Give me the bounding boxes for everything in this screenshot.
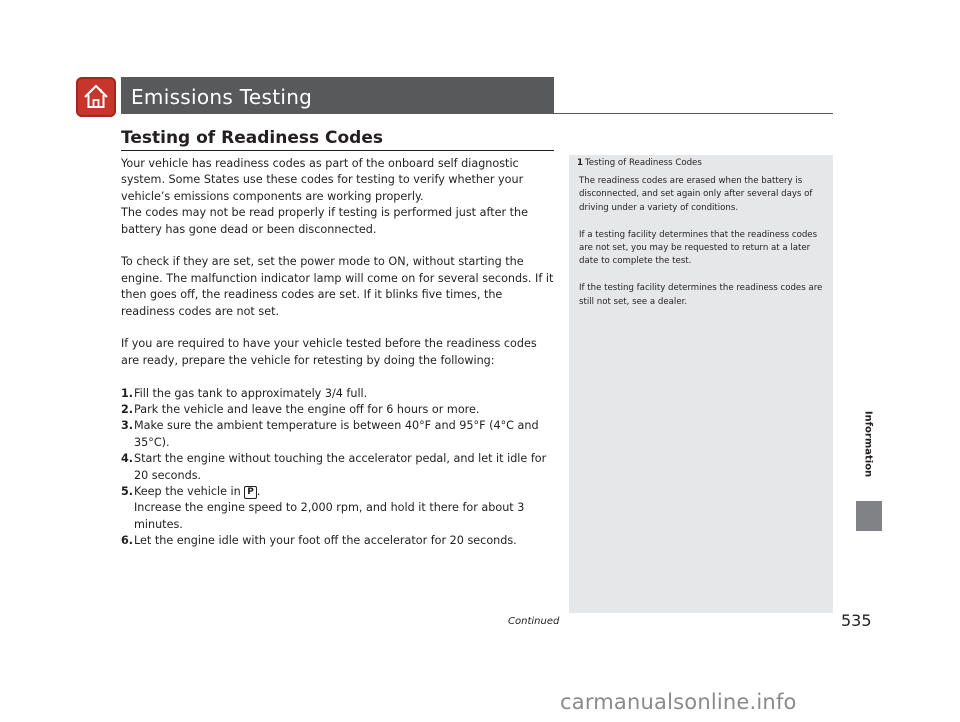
- step-text-line2: Increase the engine speed to 2,000 rpm, and hold it there for about 3 minutes.: [134, 501, 525, 531]
- section-rule: [121, 150, 554, 151]
- step-text: Keep the vehicle in: [134, 485, 241, 499]
- sidenote-heading: [577, 158, 702, 168]
- steps-list: [121, 386, 556, 550]
- sidenote-paragraph: The readiness codes are erased when the battery is disconnected, and set again only after several days of driving under a variety of conditions.: [579, 176, 813, 213]
- park-gear-icon: P: [244, 486, 257, 499]
- step-item: [121, 386, 556, 402]
- watermark: carmanualsonline.info: [560, 690, 797, 714]
- paragraph: Your vehicle has readiness codes as part of the onboard self diagnostic system. Some States use these codes for testing to verify whether your vehicle’s emissions components are working properly.: [121, 157, 524, 203]
- step-item: [121, 402, 556, 418]
- paragraph: If you are required to have your vehicle tested before the readiness codes are ready, prepare the vehicle for retesting by doing the following:: [121, 337, 537, 367]
- paragraph: To check if they are set, set the power mode to ON, without starting the engine. The malfunction indicator lamp will come on for several seconds. If it then goes off, the readiness codes are set. If it blinks five times, the readiness codes are not set.: [121, 255, 554, 318]
- body-text: [121, 156, 556, 550]
- step-number: 5.: [121, 485, 134, 499]
- sidenote-paragraph: If a testing facility determines that the readiness codes are not set, you may be requested to return at a later date to complete the test.: [579, 229, 818, 267]
- step-number: 4.: [121, 452, 134, 466]
- step-item: [121, 484, 556, 533]
- sidenote-panel: [569, 155, 833, 613]
- sidenote-title: Testing of Readiness Codes: [584, 158, 702, 168]
- chapter-banner: [121, 77, 554, 114]
- step-text: Start the engine without touching the accelerator pedal, and let it idle for 20 seconds.: [134, 452, 547, 482]
- paragraph: The codes may not be read properly if testing is performed just after the battery has gone dead or been disconnected.: [121, 206, 528, 236]
- chapter-title: Emissions Testing: [131, 85, 313, 109]
- side-tab-label[interactable]: Information: [862, 410, 874, 478]
- step-text: Park the vehicle and leave the engine off for 6 hours or more.: [134, 403, 480, 417]
- step-text-end: .: [256, 485, 261, 499]
- page-number: 535: [841, 611, 872, 630]
- step-text: Fill the gas tank to approximately 3/4 full.: [134, 386, 368, 400]
- sidenote-body: [579, 175, 825, 322]
- step-number: 3.: [121, 419, 134, 433]
- banner-rule: [554, 113, 833, 114]
- side-tab-marker: [856, 501, 882, 531]
- step-number: 1.: [121, 386, 134, 400]
- step-item: [121, 533, 556, 549]
- step-text: Make sure the ambient temperature is between 40°F and 95°F (4°C and 35°C).: [134, 419, 539, 449]
- step-number: 6.: [121, 534, 134, 548]
- step-item: [121, 451, 556, 484]
- section-title: Testing of Readiness Codes: [121, 128, 383, 148]
- step-number: 2.: [121, 403, 134, 417]
- step-text: Let the engine idle with your foot off the accelerator for 20 seconds.: [134, 534, 517, 548]
- sidenote-paragraph: If the testing facility determines the readiness codes are still not set, see a dealer.: [579, 283, 823, 307]
- home-icon: [82, 83, 110, 111]
- home-button[interactable]: [76, 77, 116, 117]
- sidenote-ref: 1: [577, 158, 583, 168]
- side-tab: [856, 0, 882, 722]
- step-item: [121, 418, 556, 451]
- continued-label: Continued: [508, 616, 560, 627]
